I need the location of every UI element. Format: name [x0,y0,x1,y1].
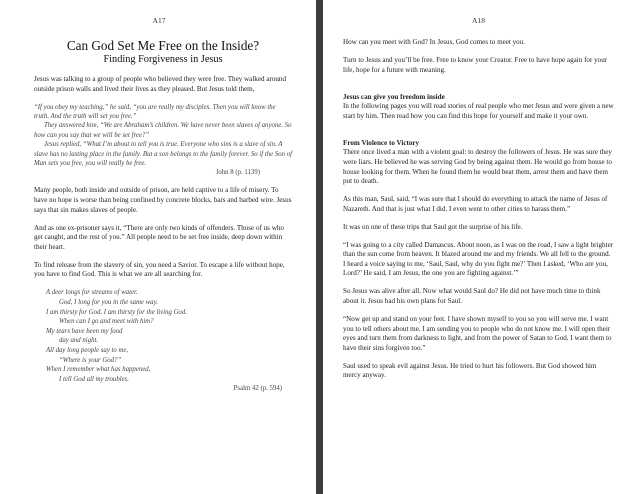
section-body: In the following pages you will read stories of real people who met Jesus and were given a new start by him. Then read how you can find this hope for yourself and make it your own. [343,102,614,120]
body-paragraph: How can you meet with God? In Jesus, God comes to meet you. [343,38,526,46]
quote-line: Jesus replied, “What I’m about to tell you is true. Everyone who sins is a slave of sin. A slave has no lasting place in the family. But a son belongs to the family forever. So if the Son of Man sets you free, you will really be free. [34,141,292,168]
body-paragraph: “I was going to a city called Damascus. About noon, as I was on the road, I saw a light brighter than the sun come from heaven. It blazed around me and my friends. We all fell to the ground. I heard a voice saying to me, ‘Saul, Saul, why do you fight me?’ Then I asked, ‘Who are you, Lord?’ He said, I am Jesus, the one you are fighting against.’” [343,240,614,278]
section-heading: Jesus can give you freedom inside [343,92,445,101]
poem-line: “Where is your God?” [59,356,122,364]
body-paragraph: Many people, both inside and outside of prison, are held captive to a life of misery. To have no hope is worse than being confined by concrete blocks, bars and barbed wire. Jesus says that sin makes slaves of people. [34,186,292,214]
page-gutter [316,0,323,494]
body-paragraph: And as one ex-prisoner says it, “There are only two kinds of offenders. Those of us who get caught, and the rest of you.” All people need to be set free inside, deep down within their heart. [34,223,284,251]
body-paragraph: As this man, Saul, said, “I was sure that I should do everything to attack the name of Jesus of Nazareth. And that is just what I did. I even went to other cities to harass them.” [343,195,608,213]
body-paragraph: So Jesus was alive after all. Now what would Saul do? He did not have much time to think about it. Jesus had his own plans for Saul. [343,287,601,306]
right-page [323,0,640,494]
poem-line: All day long people say to me, [46,346,129,354]
quote-line: “If you obey my teaching,” he said, “you are really my disciples. Then you will know the truth. And the truth will set you free.” [34,103,276,120]
body-paragraph: It was on one of these trips that Saul got the surprise of his life. [343,222,523,231]
body-paragraph: “Now get up and stand on your feet. I have shown myself to you so you will serve me. I want you to tell others about me. I am sending you to people who do not know me. I will open their eyes and turn them from darkness to light, and from the power of Satan to God. I want them to have their sins forgiven too.” [343,315,612,352]
poem-line: day and night. [59,337,99,345]
section-heading: From Violence to Victory [343,138,420,147]
page-number: A18 [472,16,485,25]
body-paragraph: Saul used to speak evil against Jesus. He tried to hurt his followers. But God showed him mercy anyway. [343,361,597,380]
page-subtitle: Finding Forgiveness in Jesus [103,54,223,65]
scripture-reference: John 8 (p. 1139) [215,169,260,177]
quote-line: They answered him, “We are Abraham’s children. We have never been slaves of anyone. So how can you say that we will be set free?” [34,122,292,139]
scripture-quote [34,103,292,178]
poem-line: When can I go and meet with him? [59,318,154,326]
section-body: There once lived a man with a violent goal: to destroy the followers of Jesus. He was sure they were liars. He believed he was serving God by being against them. He would go from house to house looking for them. When he found them he would beat them, arrest them and have them put to death. [343,148,612,186]
left-page [0,0,316,494]
poem-line: When I remember what has happened, [46,366,151,374]
poem-line: My tears have been my food [46,327,123,335]
intro-paragraph: Jesus was talking to a group of people who believed they were free. They walked around outside prison walls and lived their lives as they pleased. But Jesus told them, [34,75,287,93]
body-paragraph: To find release from the slavery of sin, you need a Savior. To escape a life without hope, you have to find God. This is what we are all searching for. [34,260,285,279]
poem-line: I am thirsty for God. I am thirsty for the living God. [46,308,188,316]
page-number: A17 [152,16,166,25]
scripture-reference: Psalm 42 (p. 594) [233,385,282,393]
poem-line: A deer longs for streams of water. [46,289,138,297]
poem-line: God, I long for you in the same way. [59,298,158,306]
body-paragraph: Turn to Jesus and you’ll be free. Free to know your Creator. Free to have hope again for your life, hope for a future with meaning. [343,55,608,74]
psalm-quote [46,288,292,394]
poem-line: I tell God all my troubles. [59,375,129,383]
page-title: Can God Set Me Free on the Inside? [66,38,260,53]
